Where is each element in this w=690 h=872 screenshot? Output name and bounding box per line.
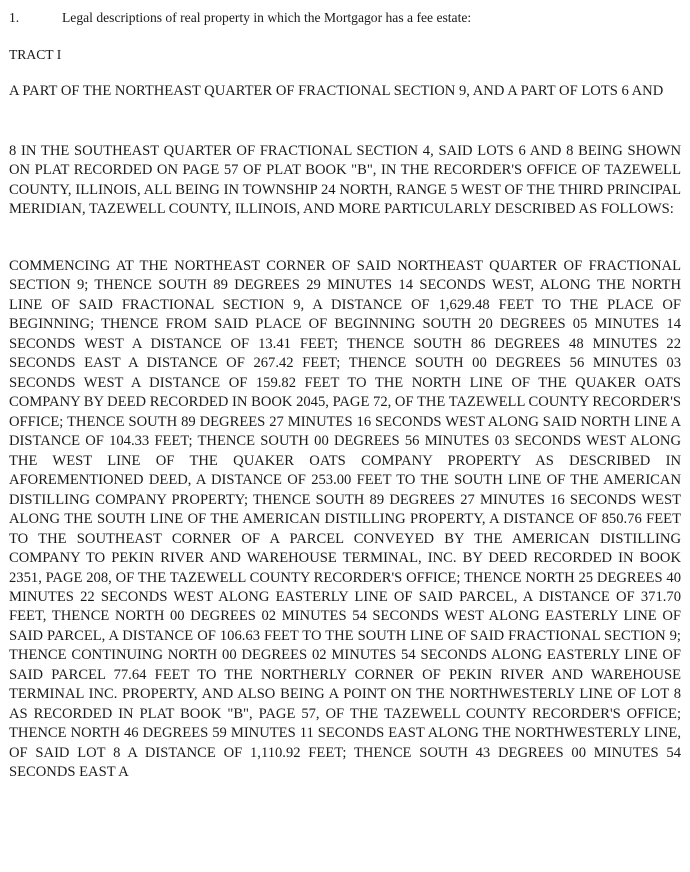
numbered-item bbox=[9, 8, 681, 28]
item-number: 1. bbox=[9, 10, 20, 25]
tract-title: TRACT I bbox=[9, 47, 62, 62]
paragraph-location: 8 IN THE SOUTHEAST QUARTER OF FRACTIONAL SECTION 4, SAID LOTS 6 AND 8 BEING SHOWN ON PLAT RECORDED ON PAGE 57 OF PLAT BOOK "B", IN THE RECORDER'S OFFICE OF TAZEWELL COUNTY, ILLINOIS, ALL BEING IN TOWNSHIP 24 NORTH, RANGE 5 WEST OF THE THIRD PRINCIPAL MERIDIAN, TAZEWELL COUNTY, ILLINOIS, AND MORE PARTICULARLY DESCRIBED AS FOLLOWS: bbox=[9, 143, 681, 218]
paragraph-description: COMMENCING AT THE NORTHEAST CORNER OF SAID NORTHEAST QUARTER OF FRACTIONAL SECTION 9; THENCE SOUTH 89 DEGREES 29 MINUTES 14 SECONDS WEST, ALONG THE NORTH LINE OF SAID FRACTIONAL SECTION 9, A DISTANCE OF 1,629.48 FEET TO THE PLACE OF BEGINNING; THENCE FROM SAID PLACE OF BEGINNING SOUTH 20 DEGREES 05 MINUTES 14 SECONDS WEST A DISTANCE OF 13.41 FEET; THENCE SOUTH 86 DEGREES 48 MINUTES 22 SECONDS EAST A DISTANCE OF 267.42 FEET; THENCE SOUTH 00 DEGREES 56 MINUTES 03 SECONDS WEST A DISTANCE OF 159.82 FEET TO THE NORTH LINE OF THE QUAKER OATS COMPANY BY DEED RECORDED IN BOOK 2045, PAGE 72, OF THE TAZEWELL COUNTY RECORDER'S OFFICE; THENCE SOUTH 89 DEGREES 27 MINUTES 16 SECONDS WEST ALONG SAID NORTH LINE A DISTANCE OF 104.33 FEET; THENCE SOUTH 00 DEGREES 56 MINUTES 03 SECONDS WEST ALONG THE WEST LINE OF THE QUAKER OATS COMPANY PROPERTY AS DESCRIBED IN AFOREMENTIONED DEED, A DISTANCE OF 253.00 FEET TO THE SOUTH LINE OF THE AMERICAN DISTILLING COMPANY PROPERTY; THENCE SOUTH 89 DEGREES 27 MINUTES 16 SECONDS WEST ALONG THE SOUTH LINE OF THE AMERICAN DISTILLING PROPERTY, A DISTANCE OF 850.76 FEET TO THE SOUTHEAST CORNER OF A PARCEL CONVEYED BY THE AMERICAN DISTILLING COMPANY TO PEKIN RIVER AND WAREHOUSE TERMINAL, INC. BY DEED RECORDED IN BOOK 2351, PAGE 208, OF THE TAZEWELL COUNTY RECORDER'S OFFICE; THENCE NORTH 25 DEGREES 40 MINUTES 22 SECONDS WEST ALONG EASTERLY LINE OF SAID PARCEL, A DISTANCE OF 371.70 FEET, THENCE NORTH 00 DEGREES 02 MINUTES 54 SECONDS WEST ALONG EASTERLY LINE OF SAID PARCEL, A DISTANCE OF 106.63 FEET TO THE SOUTH LINE OF SAID FRACTIONAL SECTION 9; THENCE CONTINUING NORTH 00 DEGREES 02 MINUTES 54 SECONDS ALONG EASTERLY LINE OF SAID PARCEL 77.64 FEET TO THE NORTHERLY CORNER OF PEKIN RIVER AND WAREHOUSE TERMINAL INC. PROPERTY, AND ALSO BEING A POINT ON THE NORTHWESTERLY LINE OF LOT 8 AS RECORDED IN PLAT BOOK "B", PAGE 57, OF THE TAZEWELL COUNTY RECORDER'S OFFICE; THENCE NORTH 46 DEGREES 59 MINUTES 11 SECONDS EAST ALONG THE NORTHWESTERLY LINE, OF SAID LOT 8 A DISTANCE OF 1,110.92 FEET; THENCE SOUTH 43 DEGREES 00 MINUTES 54 SECONDS EAST A bbox=[9, 258, 681, 781]
paragraph-intro: A PART OF THE NORTHEAST QUARTER OF FRACTIONAL SECTION 9, AND A PART OF LOTS 6 AND bbox=[9, 83, 664, 99]
item-text: Legal descriptions of real property in which the Mortgagor has a fee estate: bbox=[62, 10, 472, 25]
